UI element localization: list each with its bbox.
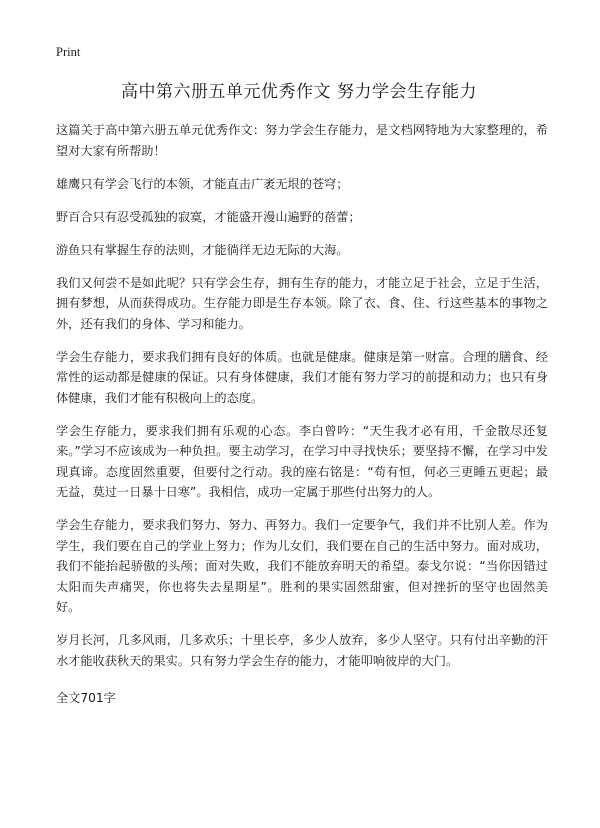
intro-paragraph: 这篇关于高中第六册五单元优秀作文：努力学会生存能力，是文档网特地为大家整理的，希望对大家有所帮助！	[56, 123, 548, 158]
body-paragraph: 学会生存能力，要求我们努力、努力、再努力。我们一定要争气，我们并不比别人差。作为学生，我们要在自己的学业上努力；作为儿女们，我们要在自己的生活中努力。面对成功，我们不能抬起骄傲的头颅；面对失败，我们不能放弃明天的希望。泰戈尔说：“当你因错过太阳而失声痛哭，你也将失去星期星”。胜利的果实固然甜蜜，但对挫折的坚守也固然美好。	[56, 518, 548, 614]
closing-paragraph: 岁月长河，几多风雨，几多欢乐；十里长亭，多少人放弃，多少人坚守。只有付出辛勤的汗水才能收获秋天的果实。只有努力学会生存的能力，才能叩响彼岸的大门。	[56, 633, 548, 668]
body-paragraph: 学会生存能力，要求我们拥有乐观的心态。李白曾吟：“天生我才必有用，千金散尽还复来。”学习不应该成为一种负担。要主动学习，在学习中寻找快乐；要坚持不懈，在学习中发现真谛。态度固然重要，但要付之行动。我的座右铭是：“苟有恒，何必三更睡五更起；最无益，莫过一日暴十日寒”。我相信，成功一定属于那些付出努力的人。	[56, 423, 548, 499]
word-count: 全文701字	[56, 691, 116, 705]
body-paragraph: 雄鹰只有学会飞行的本领，才能直击广袤无垠的苍穹；	[56, 176, 349, 191]
body-paragraph: 野百合只有忍受孤独的寂寞，才能盛开漫山遍野的蓓蕾；	[56, 209, 361, 224]
print-link[interactable]: Print	[56, 45, 81, 59]
article-title: 高中第六册五单元优秀作文 努力学会生存能力	[121, 82, 477, 102]
body-paragraph: 我们又何尝不是如此呢？只有学会生存，拥有生存的能力，才能立足于社会，立足于生活，拥有梦想，从而获得成功。生存能力即是生存本领。除了衣、食、住、行这些基本的事物之外，还有我们的身体、学习和能力。	[56, 275, 548, 331]
body-paragraph: 学会生存能力，要求我们拥有良好的体质。也就是健康。健康是第一财富。合理的膳食、经常性的运动都是健康的保证。只有身体健康，我们才能有努力学习的前提和动力；也只有身体健康，我们才能有积极向上的态度。	[56, 349, 548, 405]
body-paragraph: 游鱼只有掌握生存的法则，才能徜徉无边无际的大海。	[56, 242, 349, 257]
article-body	[56, 120, 548, 684]
